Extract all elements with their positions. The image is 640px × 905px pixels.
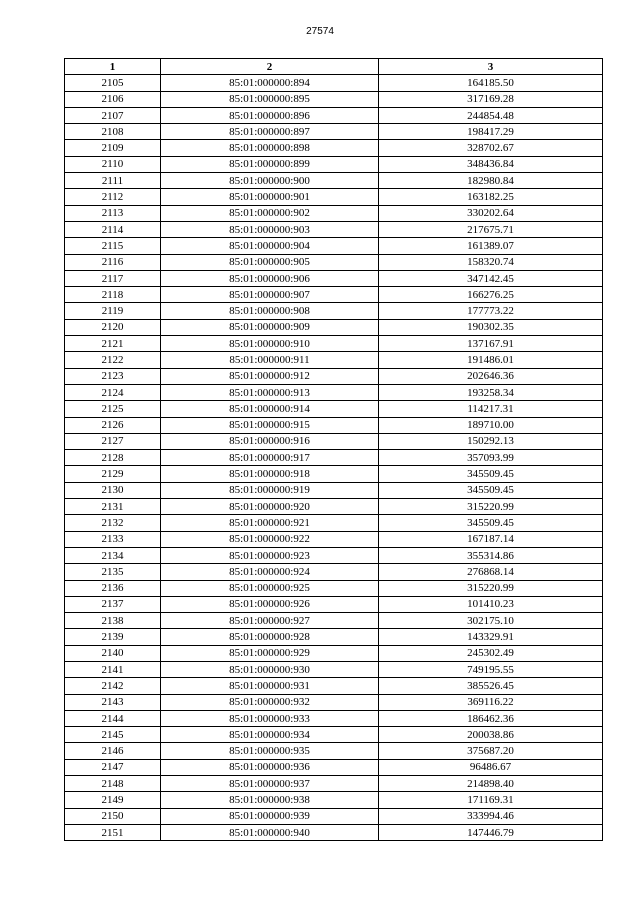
- table-row: [65, 580, 603, 596]
- table-row: [65, 401, 603, 417]
- value-cell: 202646.36: [379, 368, 603, 384]
- row-number-cell: 2135: [65, 564, 161, 580]
- value-cell: 161389.07: [379, 238, 603, 254]
- value-cell: 302175.10: [379, 613, 603, 629]
- cadastral-number-cell: 85:01:000000:922: [161, 531, 379, 547]
- table-row: [65, 91, 603, 107]
- value-cell: 186462.36: [379, 710, 603, 726]
- row-number-cell: 2144: [65, 710, 161, 726]
- cadastral-number-cell: 85:01:000000:896: [161, 107, 379, 123]
- cadastral-number-cell: 85:01:000000:929: [161, 645, 379, 661]
- table-row: [65, 792, 603, 808]
- cadastral-number-cell: 85:01:000000:894: [161, 75, 379, 91]
- table-row: [65, 564, 603, 580]
- value-cell: 167187.14: [379, 531, 603, 547]
- value-cell: 328702.67: [379, 140, 603, 156]
- table-row: [65, 515, 603, 531]
- value-cell: 200038.86: [379, 727, 603, 743]
- cadastral-number-cell: 85:01:000000:934: [161, 727, 379, 743]
- row-number-cell: 2127: [65, 433, 161, 449]
- cadastral-number-cell: 85:01:000000:917: [161, 450, 379, 466]
- cadastral-number-cell: 85:01:000000:926: [161, 596, 379, 612]
- row-number-cell: 2112: [65, 189, 161, 205]
- cadastral-number-cell: 85:01:000000:938: [161, 792, 379, 808]
- table-row: [65, 727, 603, 743]
- table-row: [65, 776, 603, 792]
- row-number-cell: 2149: [65, 792, 161, 808]
- table-row: [65, 352, 603, 368]
- table-row: [65, 499, 603, 515]
- page-number: 27574: [306, 26, 334, 37]
- row-number-cell: 2151: [65, 824, 161, 840]
- cadastral-number-cell: 85:01:000000:915: [161, 417, 379, 433]
- value-cell: 182980.84: [379, 173, 603, 189]
- value-cell: 217675.71: [379, 221, 603, 237]
- cadastral-number-cell: 85:01:000000:927: [161, 613, 379, 629]
- cadastral-number-cell: 85:01:000000:898: [161, 140, 379, 156]
- row-number-cell: 2114: [65, 221, 161, 237]
- cadastral-number-cell: 85:01:000000:895: [161, 91, 379, 107]
- row-number-cell: 2126: [65, 417, 161, 433]
- table-row: [65, 287, 603, 303]
- table-row: [65, 596, 603, 612]
- cadastral-number-cell: 85:01:000000:932: [161, 694, 379, 710]
- header-row: [65, 59, 603, 75]
- value-cell: 150292.13: [379, 433, 603, 449]
- row-number-cell: 2130: [65, 482, 161, 498]
- cadastral-number-cell: 85:01:000000:907: [161, 287, 379, 303]
- table-row: [65, 629, 603, 645]
- row-number-cell: 2150: [65, 808, 161, 824]
- cadastral-number-cell: 85:01:000000:931: [161, 678, 379, 694]
- table-row: [65, 808, 603, 824]
- value-cell: 166276.25: [379, 287, 603, 303]
- value-cell: 164185.50: [379, 75, 603, 91]
- cadastral-number-cell: 85:01:000000:925: [161, 580, 379, 596]
- table-row: [65, 678, 603, 694]
- cadastral-number-cell: 85:01:000000:902: [161, 205, 379, 221]
- column-header-2: 2: [161, 59, 379, 75]
- table-row: [65, 173, 603, 189]
- value-cell: 190302.35: [379, 319, 603, 335]
- cadastral-number-cell: 85:01:000000:923: [161, 547, 379, 563]
- row-number-cell: 2121: [65, 336, 161, 352]
- table-body: [65, 75, 603, 841]
- cadastral-number-cell: 85:01:000000:937: [161, 776, 379, 792]
- value-cell: 347142.45: [379, 270, 603, 286]
- row-number-cell: 2148: [65, 776, 161, 792]
- value-cell: 143329.91: [379, 629, 603, 645]
- row-number-cell: 2120: [65, 319, 161, 335]
- value-cell: 163182.25: [379, 189, 603, 205]
- table-row: [65, 303, 603, 319]
- cadastral-number-cell: 85:01:000000:909: [161, 319, 379, 335]
- value-cell: 177773.22: [379, 303, 603, 319]
- row-number-cell: 2138: [65, 613, 161, 629]
- row-number-cell: 2147: [65, 759, 161, 775]
- row-number-cell: 2132: [65, 515, 161, 531]
- value-cell: 330202.64: [379, 205, 603, 221]
- cadastral-number-cell: 85:01:000000:908: [161, 303, 379, 319]
- value-cell: 385526.45: [379, 678, 603, 694]
- table-row: [65, 466, 603, 482]
- value-cell: 137167.91: [379, 336, 603, 352]
- row-number-cell: 2119: [65, 303, 161, 319]
- value-cell: 315220.99: [379, 499, 603, 515]
- table-row: [65, 221, 603, 237]
- value-cell: 244854.48: [379, 107, 603, 123]
- value-cell: 101410.23: [379, 596, 603, 612]
- row-number-cell: 2131: [65, 499, 161, 515]
- value-cell: 315220.99: [379, 580, 603, 596]
- table-row: [65, 450, 603, 466]
- value-cell: 245302.49: [379, 645, 603, 661]
- row-number-cell: 2117: [65, 270, 161, 286]
- cadastral-number-cell: 85:01:000000:903: [161, 221, 379, 237]
- table-row: [65, 270, 603, 286]
- cadastral-number-cell: 85:01:000000:912: [161, 368, 379, 384]
- cadastral-number-cell: 85:01:000000:918: [161, 466, 379, 482]
- value-cell: 198417.29: [379, 124, 603, 140]
- row-number-cell: 2108: [65, 124, 161, 140]
- table-header: [65, 59, 603, 75]
- table-row: [65, 254, 603, 270]
- table-row: [65, 710, 603, 726]
- row-number-cell: 2110: [65, 156, 161, 172]
- table-row: [65, 368, 603, 384]
- cadastral-number-cell: 85:01:000000:921: [161, 515, 379, 531]
- cadastral-number-cell: 85:01:000000:901: [161, 189, 379, 205]
- row-number-cell: 2123: [65, 368, 161, 384]
- value-cell: 345509.45: [379, 466, 603, 482]
- table-row: [65, 384, 603, 400]
- row-number-cell: 2111: [65, 173, 161, 189]
- cadastral-number-cell: 85:01:000000:905: [161, 254, 379, 270]
- value-cell: 345509.45: [379, 482, 603, 498]
- table-row: [65, 156, 603, 172]
- cadastral-value-table: [64, 58, 603, 841]
- table-row: [65, 124, 603, 140]
- row-number-cell: 2129: [65, 466, 161, 482]
- cadastral-number-cell: 85:01:000000:919: [161, 482, 379, 498]
- row-number-cell: 2122: [65, 352, 161, 368]
- table-row: [65, 694, 603, 710]
- row-number-cell: 2134: [65, 547, 161, 563]
- table-row: [65, 613, 603, 629]
- table-row: [65, 645, 603, 661]
- value-cell: 171169.31: [379, 792, 603, 808]
- cadastral-number-cell: 85:01:000000:928: [161, 629, 379, 645]
- cadastral-number-cell: 85:01:000000:911: [161, 352, 379, 368]
- value-cell: 147446.79: [379, 824, 603, 840]
- cadastral-number-cell: 85:01:000000:900: [161, 173, 379, 189]
- value-cell: 355314.86: [379, 547, 603, 563]
- cadastral-number-cell: 85:01:000000:935: [161, 743, 379, 759]
- cadastral-number-cell: 85:01:000000:940: [161, 824, 379, 840]
- value-cell: 193258.34: [379, 384, 603, 400]
- table-row: [65, 140, 603, 156]
- cadastral-number-cell: 85:01:000000:933: [161, 710, 379, 726]
- row-number-cell: 2142: [65, 678, 161, 694]
- row-number-cell: 2124: [65, 384, 161, 400]
- cadastral-number-cell: 85:01:000000:920: [161, 499, 379, 515]
- row-number-cell: 2139: [65, 629, 161, 645]
- cadastral-number-cell: 85:01:000000:899: [161, 156, 379, 172]
- table-row: [65, 547, 603, 563]
- table-row: [65, 661, 603, 677]
- row-number-cell: 2143: [65, 694, 161, 710]
- row-number-cell: 2105: [65, 75, 161, 91]
- row-number-cell: 2140: [65, 645, 161, 661]
- table-row: [65, 107, 603, 123]
- row-number-cell: 2141: [65, 661, 161, 677]
- table-row: [65, 743, 603, 759]
- row-number-cell: 2109: [65, 140, 161, 156]
- table-row: [65, 336, 603, 352]
- cadastral-number-cell: 85:01:000000:910: [161, 336, 379, 352]
- cadastral-number-cell: 85:01:000000:906: [161, 270, 379, 286]
- cadastral-number-cell: 85:01:000000:914: [161, 401, 379, 417]
- table-row: [65, 75, 603, 91]
- cadastral-number-cell: 85:01:000000:904: [161, 238, 379, 254]
- column-header-3: 3: [379, 59, 603, 75]
- row-number-cell: 2136: [65, 580, 161, 596]
- cadastral-number-cell: 85:01:000000:936: [161, 759, 379, 775]
- value-cell: 191486.01: [379, 352, 603, 368]
- row-number-cell: 2145: [65, 727, 161, 743]
- value-cell: 114217.31: [379, 401, 603, 417]
- table-row: [65, 189, 603, 205]
- value-cell: 369116.22: [379, 694, 603, 710]
- value-cell: 333994.46: [379, 808, 603, 824]
- row-number-cell: 2115: [65, 238, 161, 254]
- table-row: [65, 531, 603, 547]
- value-cell: 317169.28: [379, 91, 603, 107]
- row-number-cell: 2128: [65, 450, 161, 466]
- row-number-cell: 2133: [65, 531, 161, 547]
- row-number-cell: 2125: [65, 401, 161, 417]
- table-row: [65, 238, 603, 254]
- value-cell: 749195.55: [379, 661, 603, 677]
- row-number-cell: 2106: [65, 91, 161, 107]
- table-row: [65, 417, 603, 433]
- value-cell: 214898.40: [379, 776, 603, 792]
- value-cell: 96486.67: [379, 759, 603, 775]
- row-number-cell: 2107: [65, 107, 161, 123]
- value-cell: 158320.74: [379, 254, 603, 270]
- cadastral-number-cell: 85:01:000000:916: [161, 433, 379, 449]
- row-number-cell: 2137: [65, 596, 161, 612]
- table-row: [65, 433, 603, 449]
- column-header-1: 1: [65, 59, 161, 75]
- table-row: [65, 205, 603, 221]
- value-cell: 348436.84: [379, 156, 603, 172]
- cadastral-number-cell: 85:01:000000:939: [161, 808, 379, 824]
- value-cell: 357093.99: [379, 450, 603, 466]
- value-cell: 189710.00: [379, 417, 603, 433]
- row-number-cell: 2146: [65, 743, 161, 759]
- cadastral-number-cell: 85:01:000000:924: [161, 564, 379, 580]
- cadastral-number-cell: 85:01:000000:897: [161, 124, 379, 140]
- value-cell: 345509.45: [379, 515, 603, 531]
- table-row: [65, 482, 603, 498]
- value-cell: 276868.14: [379, 564, 603, 580]
- table-row: [65, 824, 603, 840]
- cadastral-number-cell: 85:01:000000:913: [161, 384, 379, 400]
- row-number-cell: 2118: [65, 287, 161, 303]
- cadastral-number-cell: 85:01:000000:930: [161, 661, 379, 677]
- table-row: [65, 759, 603, 775]
- table-row: [65, 319, 603, 335]
- value-cell: 375687.20: [379, 743, 603, 759]
- row-number-cell: 2113: [65, 205, 161, 221]
- row-number-cell: 2116: [65, 254, 161, 270]
